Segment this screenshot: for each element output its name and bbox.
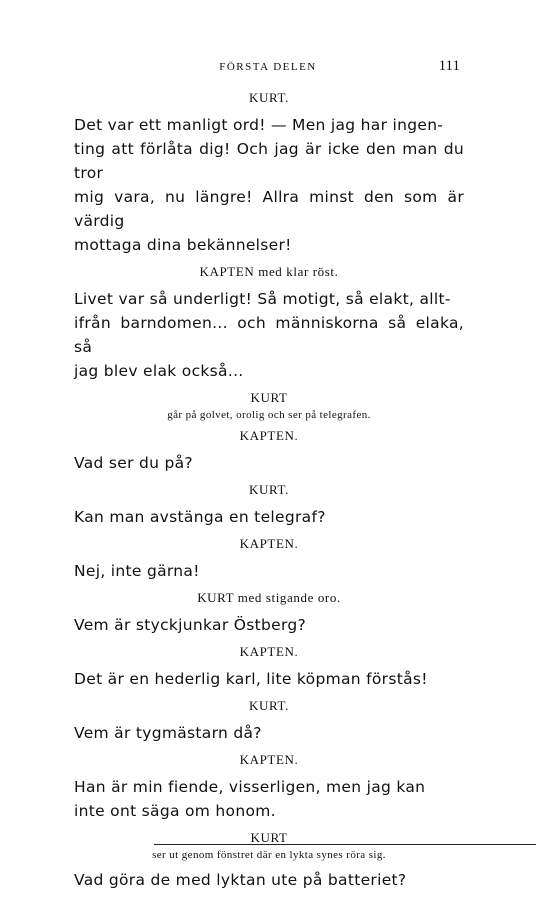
speaker-heading: KAPTEN med klar röst. xyxy=(199,264,339,279)
speech-line: inte ont säga om honom. xyxy=(74,802,276,820)
stage-direction: går på golvet, orolig och ser på telegrafen. xyxy=(167,409,371,421)
speaker-heading: KAPTEN. xyxy=(239,536,299,551)
speech-line: jag blev elak också... xyxy=(74,362,244,380)
speaker-heading: KAPTEN. xyxy=(239,644,299,659)
speech-line: Det var ett manligt ord! — Men jag har ingen- xyxy=(74,116,444,134)
speaker-heading: KURT med stigande oro. xyxy=(197,590,341,605)
stage-direction: ser ut genom fönstret där en lykta synes röra sig. xyxy=(152,849,386,861)
speaker-heading: KURT. xyxy=(249,90,289,105)
speech-paragraph xyxy=(74,613,464,637)
speech-paragraph xyxy=(74,113,464,257)
speech-paragraph xyxy=(74,451,464,475)
speech-paragraph xyxy=(74,868,464,892)
speech-line: Livet var så underligt! Så motigt, så elakt, allt- xyxy=(74,290,451,308)
speech-line: Kan man avstänga en telegraf? xyxy=(74,508,326,526)
speech-line: ting att förlåta dig! Och jag är icke den man du tror xyxy=(74,140,464,182)
speech-paragraph xyxy=(74,287,464,383)
page-header xyxy=(0,58,536,78)
footer-rule xyxy=(154,844,536,845)
speech-line: Vem är styckjunkar Östberg? xyxy=(74,616,307,634)
speech-paragraph xyxy=(74,775,464,823)
speech-line: mottaga dina bekännelser! xyxy=(74,236,292,254)
speech-line: mig vara, nu längre! Allra minst den som är värdig xyxy=(74,188,464,230)
speaker-heading: KURT xyxy=(250,390,288,405)
speech-line: Vad göra de med lyktan ute på batteriet? xyxy=(74,871,407,889)
speaker-heading: KURT. xyxy=(249,698,289,713)
speech-line: Nej, inte gärna! xyxy=(74,562,200,580)
speech-paragraph xyxy=(74,667,464,691)
play-text xyxy=(74,90,464,899)
speaker-heading: KURT xyxy=(250,830,288,845)
running-head: FÖRSTA DELEN xyxy=(219,61,317,73)
speech-line: Vem är tygmästarn då? xyxy=(74,724,262,742)
speaker-heading: KURT. xyxy=(249,482,289,497)
speech-paragraph xyxy=(74,505,464,529)
speech-paragraph xyxy=(74,721,464,745)
speech-paragraph xyxy=(74,559,464,583)
speech-line: Vad ser du på? xyxy=(74,454,193,472)
speech-line: Det är en hederlig karl, lite köpman förstås! xyxy=(74,670,428,688)
speech-line: ifrån barndomen... och människorna så elaka, så xyxy=(74,314,464,356)
speaker-heading: KAPTEN. xyxy=(239,428,299,443)
page-number: 111 xyxy=(438,58,460,74)
speech-line: Han är min fiende, visserligen, men jag kan xyxy=(74,778,426,796)
speaker-heading: KAPTEN. xyxy=(239,752,299,767)
